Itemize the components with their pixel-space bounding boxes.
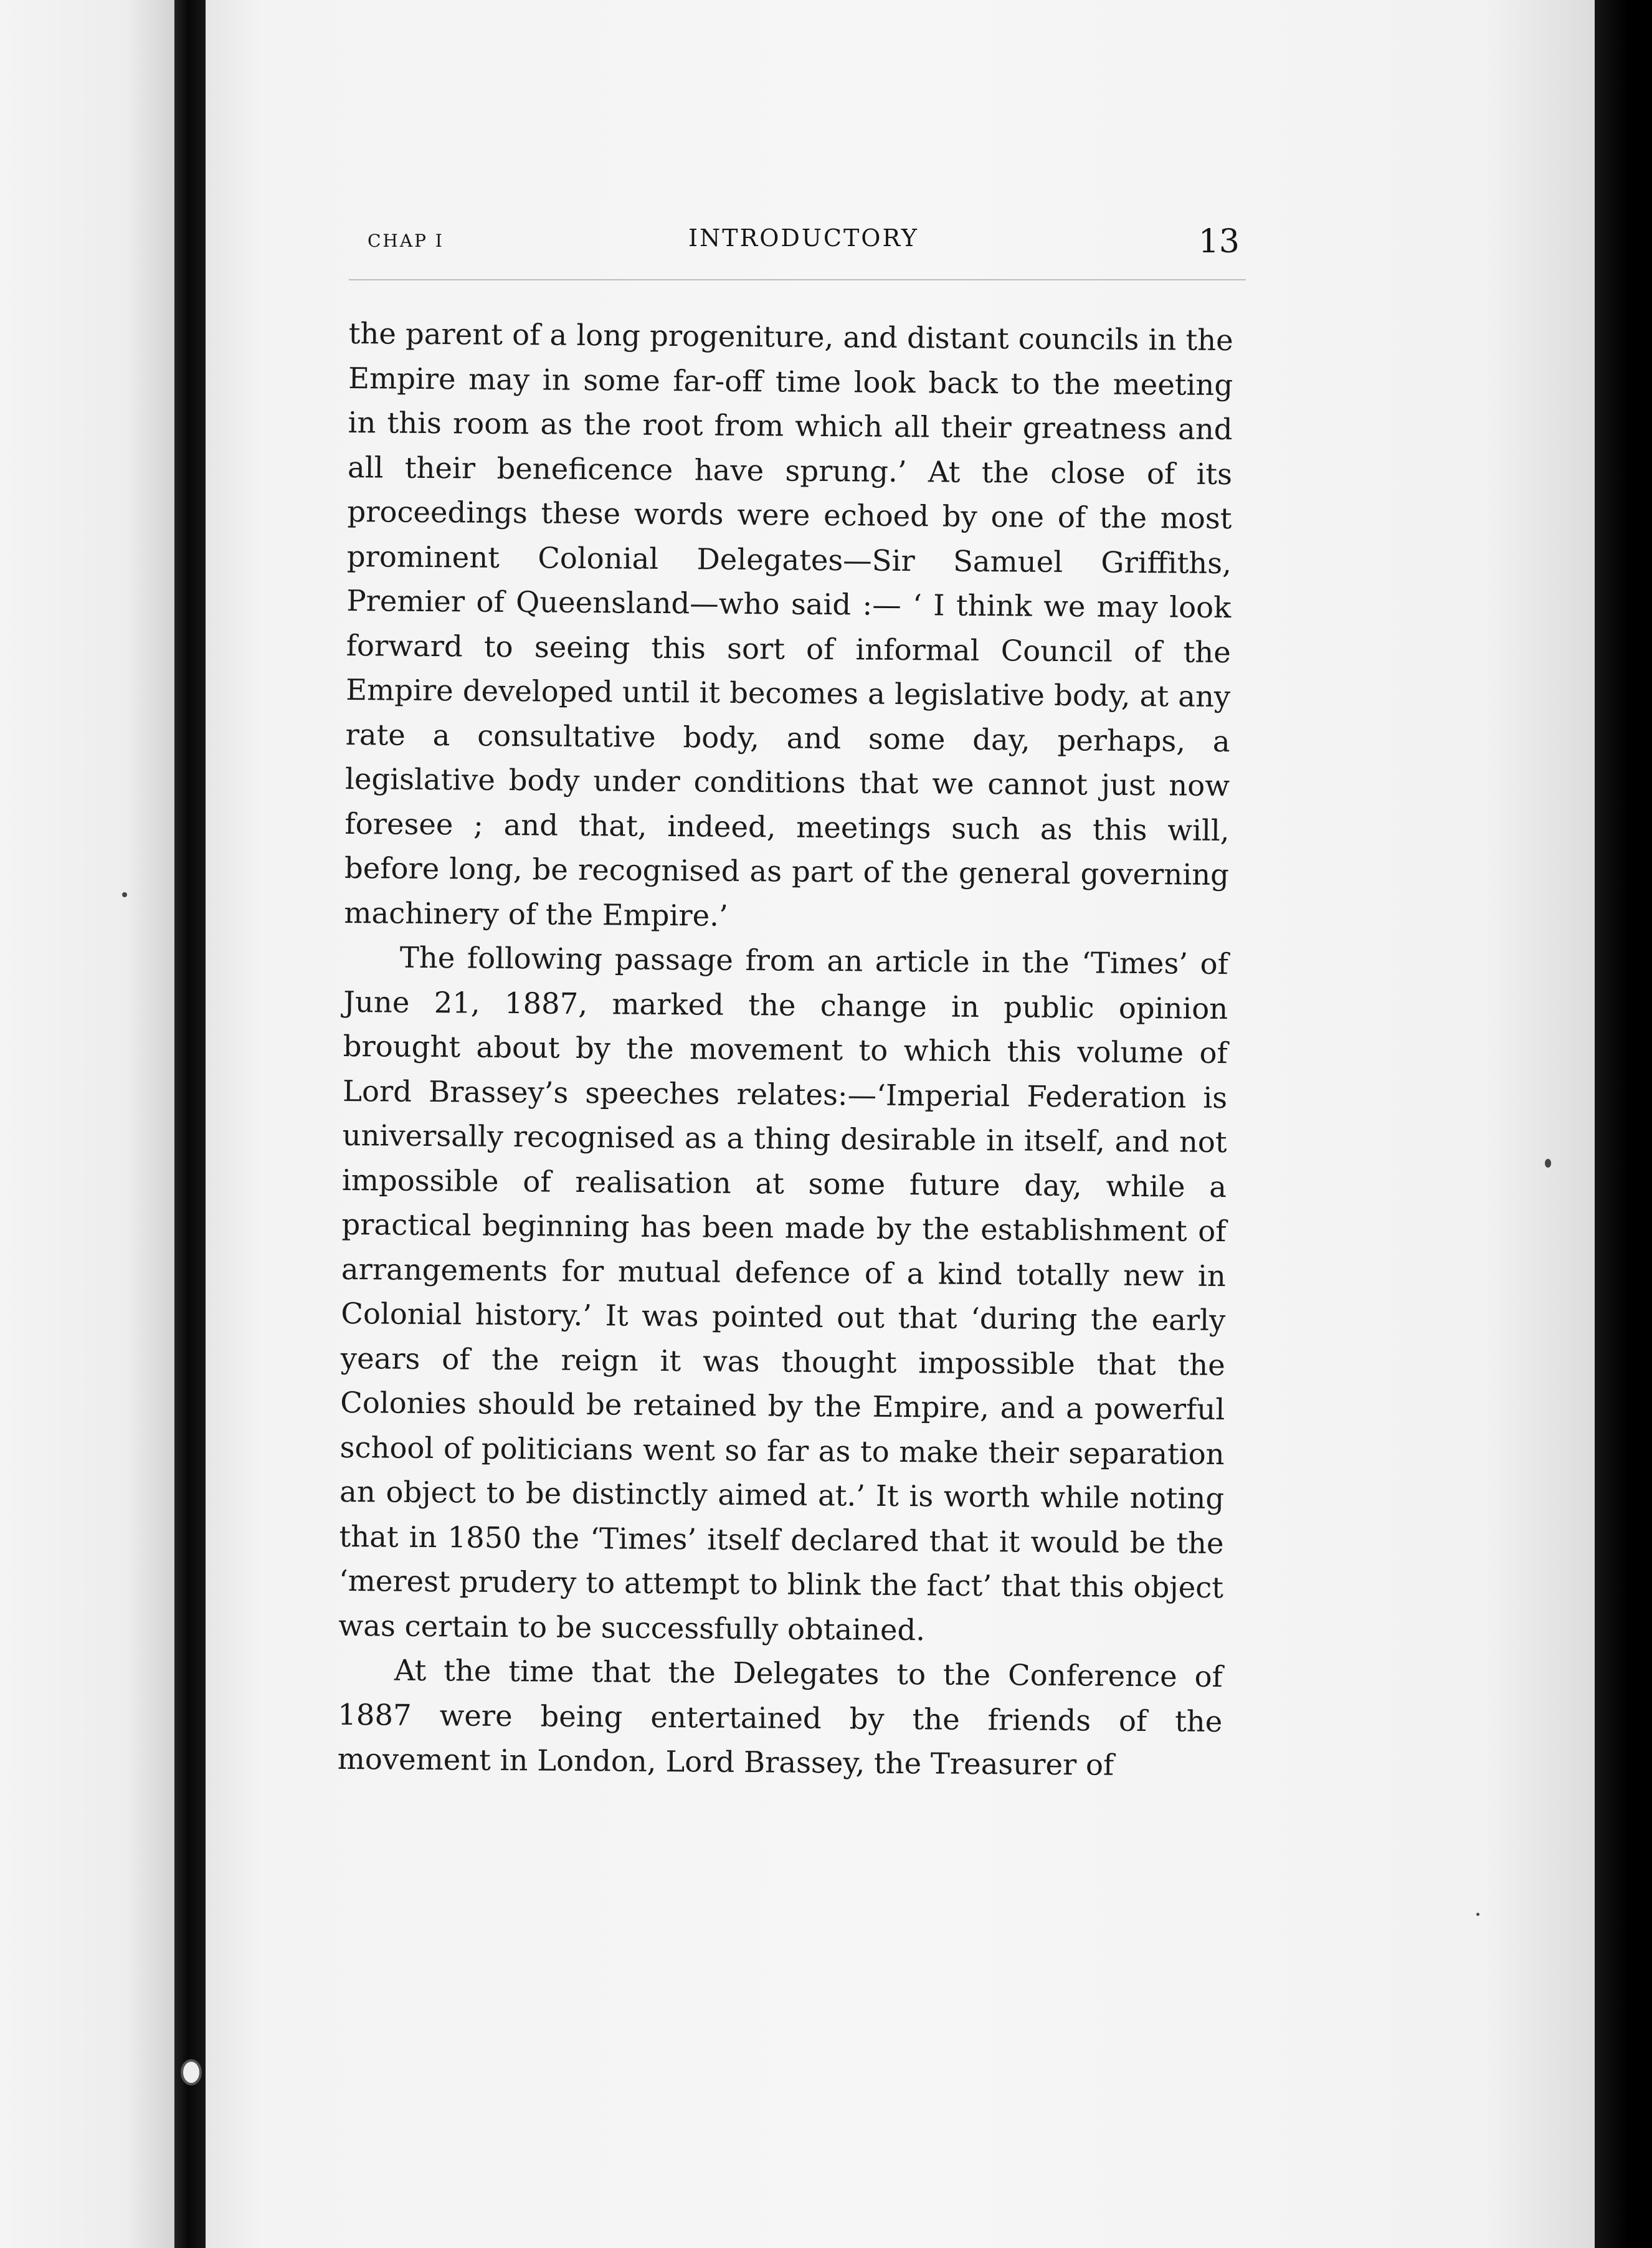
paragraph: The following passage from an article in the ‘Times’ of June 21, 1887, marked the change in public opinion brought about by the movement to which this volume of Lord Brassey’s speeches relates:—‘Imperial Federation is universally recognised as a thing desirable in itself, and not impossible of realisation at some future day, while a practical beginning has been made by the establishment of arrangements for mutual defence of a kind totally new in Colonial history.’ It was pointed out that ‘during the early years of the reign it was thought impossible that the Colonies should be retained by the Empire, and a powerful school of politicians went so far as to make their separation an object to be distinctly aimed at.’ It is worth while noting that in 1850 the ‘Times’ itself declared that it would be the ‘merest prudery to attempt to blink the fact’ that this object was certain to be successfully obtained.	[338, 940, 1229, 1647]
running-chapter-label: CHAP I	[368, 231, 444, 251]
scan-speck	[1545, 1159, 1551, 1168]
body-text	[337, 312, 1233, 1789]
book-gutter	[174, 0, 209, 2248]
scan-speck	[1476, 1913, 1479, 1916]
scan-speck	[122, 892, 127, 897]
paragraph: At the time that the Delegates to the Conference of 1887 were being entertained by the friends of the movement in London, Lord Brassey, the Treasurer of	[337, 1653, 1223, 1782]
left-page-edge	[0, 0, 181, 2248]
scan-border	[1595, 0, 1652, 2248]
running-header	[368, 224, 1240, 268]
running-title: INTRODUCTORY	[688, 224, 919, 252]
header-rule	[349, 279, 1246, 280]
paragraph-continued: the parent of a long progeniture, and distant councils in the Empire may in some far-off time look back to the meeting in this room as the root from which all their greatness and all their beneficence have sprung.’ At the close of its proceedings these words were echoed by one of the most prominent Colonial Delegates—Sir Samuel Griffiths, Premier of Queensland—who said :— ‘ I think we may look forward to seeing this sort of informal Council of the Empire developed until it becomes a legislative body, at any rate a consultative body, and some day, perhaps, a legislative body under conditions that we cannot just now foresee ; and that, indeed, meetings such as this will, before long, be recognised as part of the general governing machinery of the Empire.’	[344, 316, 1233, 933]
page-number: 13	[1198, 223, 1240, 260]
binding-ring-mark	[181, 2059, 202, 2085]
